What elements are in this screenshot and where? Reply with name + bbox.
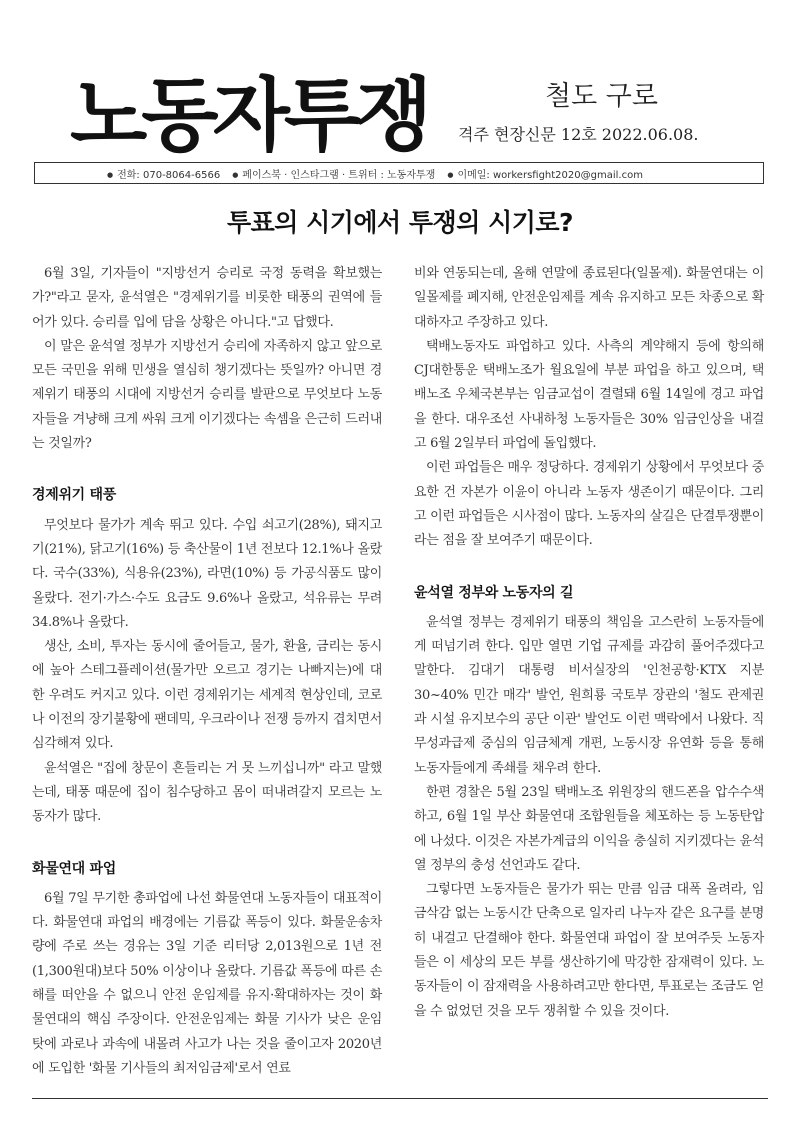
paragraph: 이 말은 윤석열 정부가 지방선거 승리에 자족하지 않고 앞으로 모든 국민을 위해 민생을 열심히 챙기겠다는 뜻일까? 아니면 경제위기 태풍의 시대에 지방선거 승리를 발판으로 무엇보다 노동자들을 겨냥해 크게 싸워 크게 이기겠다는 속셈을 은근히 드러내는 것일까? xyxy=(32,338,382,452)
section-heading: 윤석열 정부와 노동자의 길 xyxy=(414,584,574,601)
contact-phone: ● 전화: 070-8064-6566 xyxy=(107,166,220,181)
paragraph: 윤석열은 "집에 창문이 흔들리는 거 못 느끼십니까" 라고 말했는데, 태풍 때문에 집이 침수당하고 몸이 떠내려갈지 모르는 노동자가 많다. xyxy=(32,760,382,825)
contact-bar xyxy=(34,162,764,184)
edition-label: 철도 구로 xyxy=(545,81,658,112)
issue-line: 격주 현장신문 12호 2022.06.08. xyxy=(458,125,699,144)
paragraph: 그렇다면 노동자들은 물가가 뛰는 만큼 임금 대폭 올려라, 임금삭감 없는 노동시간 단축으로 일자리 나누자 같은 요구를 분명히 내걸고 단결해야 한다. 화물연대 파업이 잘 보여주듯 노동자들은 이 세상의 모든 부를 생산하기에 막강한 잠재력이 있다. 노동자들이 이 잠재력을 사용하려고만 한다면, 투표로는 조금도 얻을 수 없었던 것을 모두 쟁취할 수 있을 것이다. xyxy=(414,882,764,1019)
section-heading: 경제위기 태풍 xyxy=(32,487,116,504)
paragraph: 6월 3일, 기자들이 "지방선거 승리로 국정 동력을 확보했는가?"라고 묻자, 윤석열은 "경제위기를 비롯한 태풍의 권역에 들어가 있다. 승리를 입에 담을 상황은 아니다."고 답했다. xyxy=(32,266,382,330)
right-column xyxy=(414,262,764,1024)
left-column xyxy=(32,262,382,1081)
paragraph: 이런 파업들은 매우 정당하다. 경제위기 상황에서 무엇보다 중요한 건 자본가 이윤이 아니라 노동자 생존이기 때문이다. 그리고 이런 파업들은 시사점이 많다. 노동자의 살길은 단결투쟁뿐이라는 점을 잘 보여주기 때문이다. xyxy=(414,460,764,549)
contact-social: ● 페이스북 · 인스타그램 · 트위터 : 노동자투쟁 xyxy=(232,166,435,181)
contact-email: ● 이메일: workersfight2020@gmail.com xyxy=(447,166,643,181)
paragraph: 윤석열 정부는 경제위기 태풍의 책임을 고스란히 노동자들에게 떠넘기려 한다. 입만 열면 기업 규제를 과감히 풀어주겠다고 말한다. 김대기 대통령 비서실장의 '인천공항·KTX 지분 30~40% 민간 매각' 발언, 원희룡 국토부 장관의 '철도 관제권과 시설 유지보수의 공단 이관' 발언도 이런 맥락에서 나왔다. 직무성과급제 중심의 임금체계 개편, 노동시장 유연화 등을 통해 노동자들에게 족쇄를 채우려 한다. xyxy=(414,614,764,776)
article-headline: 투표의 시기에서 투쟁의 시기로? xyxy=(226,208,574,237)
paragraph: 6월 7일 무기한 총파업에 나선 화물연대 노동자들이 대표적이다. 화물연대 파업의 배경에는 기름값 폭등이 있다. 화물운송차량에 주로 쓰는 경유는 3일 기준 리터당 2,013원으로 1년 전(1,300원대)보다 50% 이상이나 올랐다. 기름값 폭등에 따른 손해를 떠안을 수 없으니 안전 운임제를 유지·확대하자는 것이 화물연대의 핵심 주장이다. 안전운임제는 화물 기사가 낮은 운임 탓에 과로나 과속에 내몰려 사고가 나는 것을 줄이고자 2020년에 도입한 '화물 기사들의 최저임금제'로서 연료 xyxy=(32,890,382,1076)
masthead-title: 노동자투쟁 xyxy=(70,69,427,162)
bottom-rule xyxy=(32,1098,768,1099)
paragraph: 생산, 소비, 투자는 동시에 줄어들고, 물가, 환율, 금리는 동시에 높아 스테그플레이션(물가만 오르고 경기는 나빠지는)에 대한 우려도 커지고 있다. 이런 경제위기는 세계적 현상인데, 코로나 이전의 장기불황에 팬데믹, 우크라이나 전쟁 등까지 겹치면서 심각해져 있다. xyxy=(32,639,382,752)
paragraph: 한편 경찰은 5월 23일 택배노조 위원장의 핸드폰을 압수수색하고, 6월 1일 부산 화물연대 조합원들을 체포하는 등 노동탄압에 나섰다. 이것은 자본가계급의 이익을 충실히 지키겠다는 윤석열 정부의 충성 선언과도 같다. xyxy=(414,784,764,873)
paragraph: 비와 연동되는데, 올해 연말에 종료된다(일몰제). 화물연대는 이 일몰제를 폐지해, 안전운임제를 계속 유지하고 모든 차종으로 확대하자고 주장하고 있다. xyxy=(414,266,764,330)
section-heading: 화물연대 파업 xyxy=(32,860,116,877)
paragraph: 무엇보다 물가가 계속 뛰고 있다. 수입 쇠고기(28%), 돼지고기(21%), 닭고기(16%) 등 축산물이 1년 전보다 12.1%나 올랐다. 국수(33%), 식용유(23%), 라면(10%) 등 가공식품도 많이 올랐다. 전기·가스·수도 요금도 9.6%나 올랐고, 석유류는 무려 34.8%나 올랐다. xyxy=(32,517,382,630)
paragraph: 택배노동자도 파업하고 있다. 사측의 계약해지 등에 항의해 CJ대한통운 택배노조가 월요일에 부분 파업을 하고 있으며, 택배노조 우체국본부는 임금교섭이 결렬돼 6월 14일에 경고 파업을 한다. 대우조선 사내하청 노동자들은 30% 임금인상을 내걸고 6월 2일부터 파업에 돌입했다. xyxy=(414,338,764,452)
